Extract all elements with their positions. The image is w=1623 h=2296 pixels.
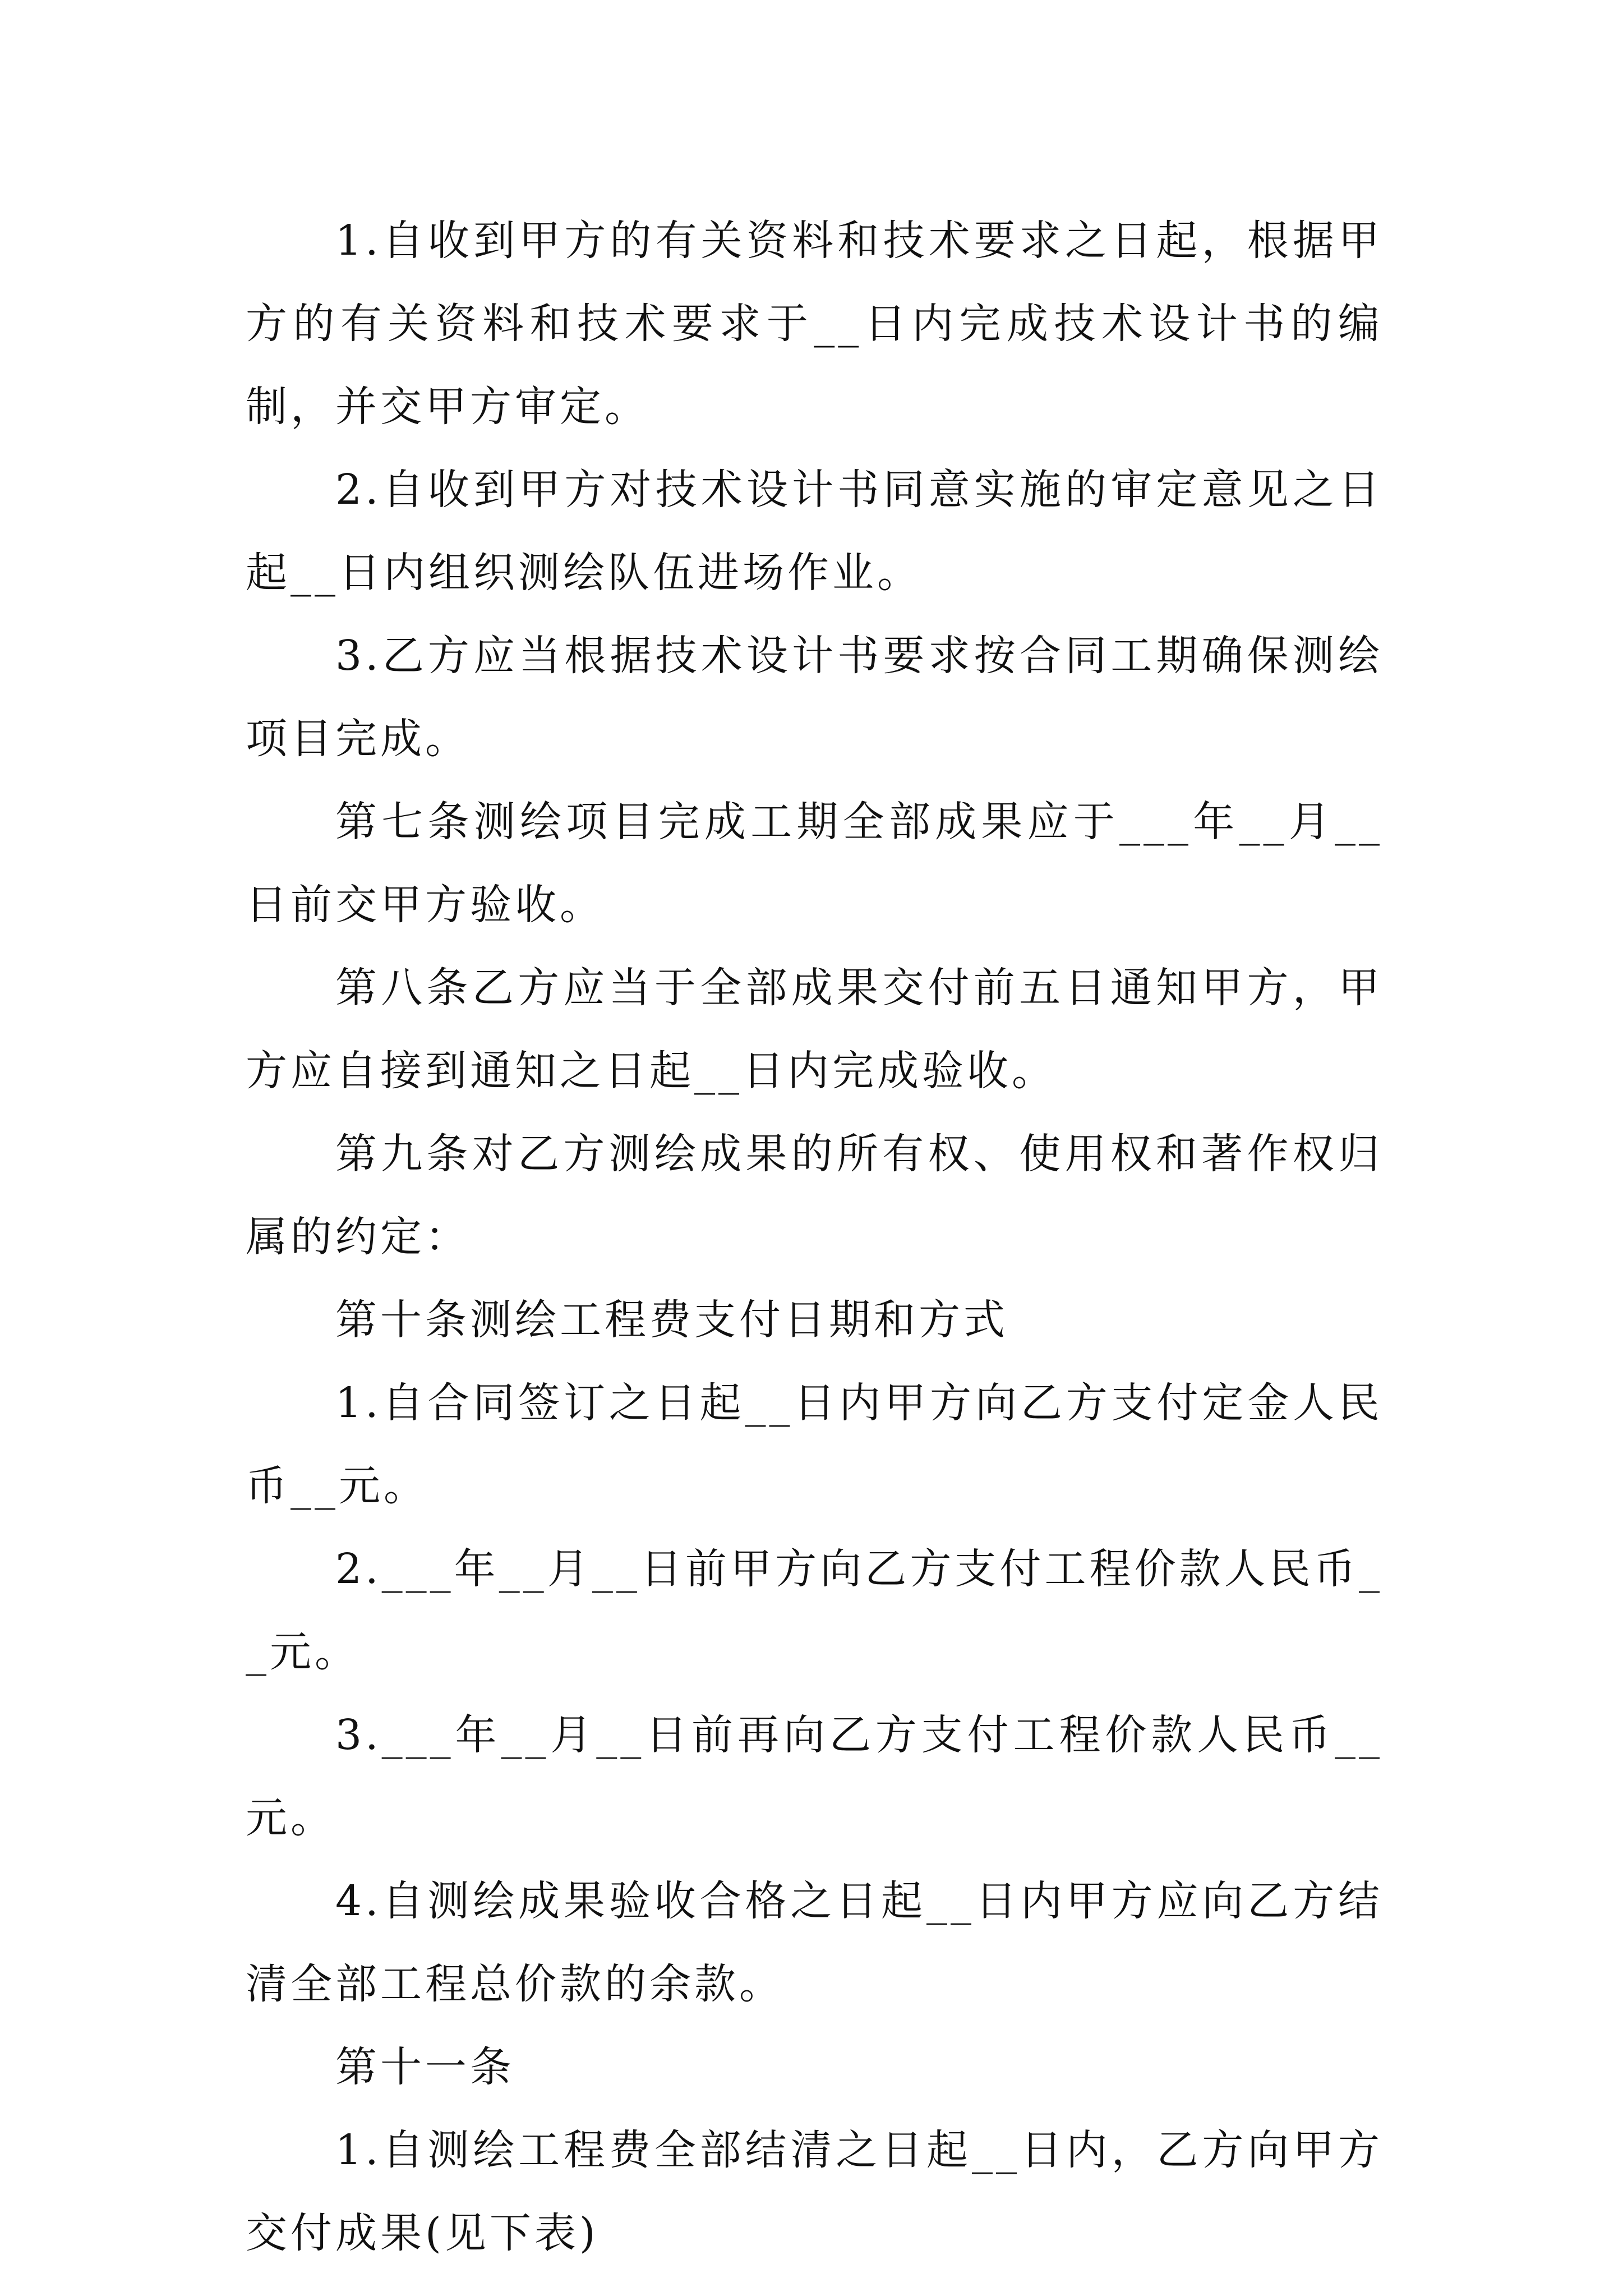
paragraph-clause-10-item-1: 1.自合同签订之日起__日内甲方向乙方支付定金人民币__元。: [246, 1379, 1383, 1510]
paragraph-clause-10-heading: 第十条测绘工程费支付日期和方式: [335, 1296, 1008, 1344]
paragraph-clause-11-item-1: 1.自测绘工程费全部结清之日起__日内，乙方向甲方交付成果(见下表): [246, 2126, 1383, 2257]
paragraph-clause-6-item-3: 3.乙方应当根据技术设计书要求按合同工期确保测绘项目完成。: [246, 632, 1383, 763]
paragraph-clause-7: 第七条测绘项目完成工期全部成果应于___年__月__日前交甲方验收。: [246, 798, 1383, 929]
paragraph-clause-10-item-3: 3.___年__月__日前再向乙方支付工程价款人民币__元。: [246, 1711, 1383, 1842]
paragraph-clause-6-item-2: 2.自收到甲方对技术设计书同意实施的审定意见之日起__日内组织测绘队伍进场作业。: [246, 466, 1383, 597]
paragraph-clause-6-item-1: 1.自收到甲方的有关资料和技术要求之日起，根据甲方的有关资料和技术要求于__日内完成技术设计书的编制，并交甲方审定。: [246, 217, 1383, 431]
paragraph-clause-10-item-4: 4.自测绘成果验收合格之日起__日内甲方应向乙方结清全部工程总价款的余款。: [246, 1877, 1383, 2008]
paragraph-clause-10-item-2: 2.___年__月__日前甲方向乙方支付工程价款人民币__元。: [246, 1545, 1383, 1676]
document-body: [246, 199, 1383, 2275]
paragraph-clause-8: 第八条乙方应当于全部成果交付前五日通知甲方，甲方应自接到通知之日起__日内完成验收。: [246, 964, 1383, 1095]
paragraph-clause-11-heading: 第十一条: [335, 2043, 515, 2091]
paragraph-clause-9: 第九条对乙方测绘成果的所有权、使用权和著作权归属的约定：: [246, 1130, 1383, 1261]
